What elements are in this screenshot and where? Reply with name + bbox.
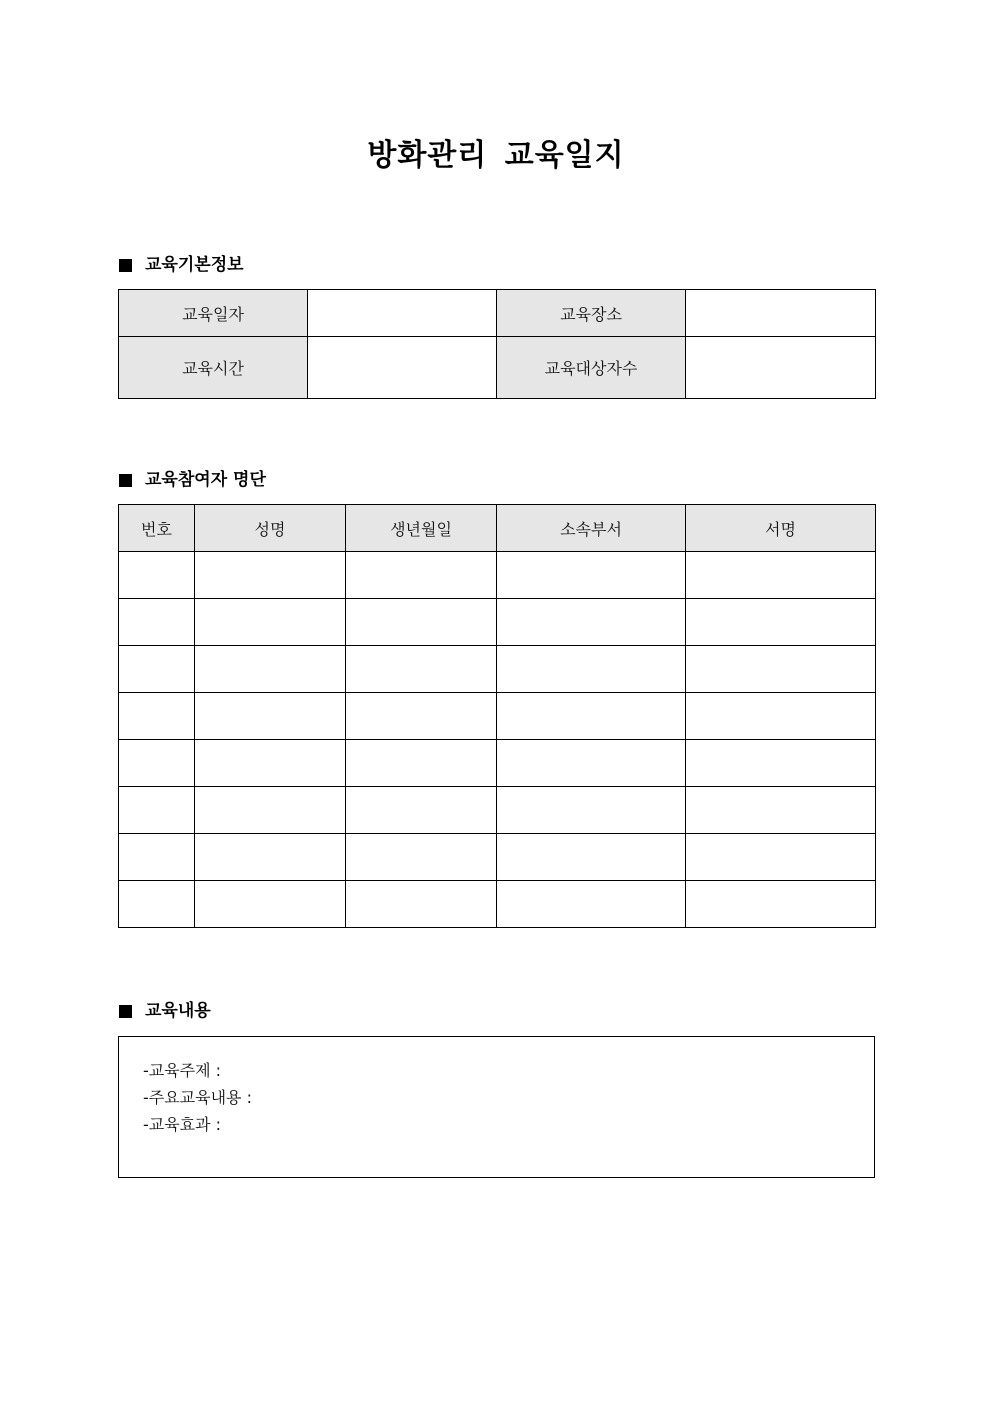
education-date-label: 교육일자 [119,290,308,337]
education-effect-line: -교육효과 : [143,1115,222,1134]
column-header-department: 소속부서 [497,505,686,552]
name-cell[interactable] [195,740,346,787]
basic-info-table [118,289,876,399]
table-row [119,740,876,787]
number-cell[interactable] [119,881,195,928]
department-cell[interactable] [497,646,686,693]
signature-cell[interactable] [686,552,876,599]
number-cell[interactable] [119,787,195,834]
square-bullet-icon [119,474,132,487]
table-row [119,599,876,646]
birthdate-cell[interactable] [346,740,497,787]
main-content-line: -주요교육내용 : [143,1088,252,1107]
education-place-label: 교육장소 [497,290,686,337]
birthdate-cell[interactable] [346,552,497,599]
basic-info-heading [119,253,244,277]
table-row [119,646,876,693]
column-header-birthdate: 생년월일 [346,505,497,552]
birthdate-cell[interactable] [346,787,497,834]
signature-cell[interactable] [686,693,876,740]
education-place-field[interactable] [686,290,876,337]
column-header-number: 번호 [119,505,195,552]
department-cell[interactable] [497,599,686,646]
number-cell[interactable] [119,646,195,693]
number-cell[interactable] [119,552,195,599]
department-cell[interactable] [497,881,686,928]
name-cell[interactable] [195,787,346,834]
education-time-label: 교육시간 [119,337,308,399]
birthdate-cell[interactable] [346,881,497,928]
signature-cell[interactable] [686,834,876,881]
education-topic-line: -교육주제 : [143,1061,222,1080]
signature-cell[interactable] [686,881,876,928]
name-cell[interactable] [195,599,346,646]
column-header-name: 성명 [195,505,346,552]
department-cell[interactable] [497,693,686,740]
signature-cell[interactable] [686,599,876,646]
name-cell[interactable] [195,834,346,881]
birthdate-cell[interactable] [346,693,497,740]
birthdate-cell[interactable] [346,599,497,646]
name-cell[interactable] [195,646,346,693]
participants-heading [119,468,266,492]
education-content-box[interactable] [118,1036,875,1178]
table-row [119,693,876,740]
square-bullet-icon [119,259,132,272]
birthdate-cell[interactable] [346,834,497,881]
number-cell[interactable] [119,599,195,646]
table-row [119,787,876,834]
participants-table [118,504,876,928]
signature-cell[interactable] [686,787,876,834]
department-cell[interactable] [497,552,686,599]
content-heading [119,999,211,1023]
square-bullet-icon [119,1005,132,1018]
participants-heading-text: 교육참여자 명단 [145,470,266,490]
basic-info-row [119,290,876,337]
column-header-signature: 서명 [686,505,876,552]
content-heading-text: 교육내용 [145,1001,211,1021]
number-cell[interactable] [119,740,195,787]
number-cell[interactable] [119,693,195,740]
name-cell[interactable] [195,552,346,599]
department-cell[interactable] [497,787,686,834]
participants-header-row [119,505,876,552]
name-cell[interactable] [195,693,346,740]
education-date-field[interactable] [308,290,497,337]
signature-cell[interactable] [686,740,876,787]
table-row [119,552,876,599]
attendee-count-field[interactable] [686,337,876,399]
number-cell[interactable] [119,834,195,881]
name-cell[interactable] [195,881,346,928]
education-time-field[interactable] [308,337,497,399]
department-cell[interactable] [497,834,686,881]
table-row [119,881,876,928]
department-cell[interactable] [497,740,686,787]
basic-info-row [119,337,876,399]
basic-info-heading-text: 교육기본정보 [145,255,244,275]
signature-cell[interactable] [686,646,876,693]
attendee-count-label: 교육대상자수 [497,337,686,399]
page-title: 방화관리 교육일지 [367,138,625,173]
birthdate-cell[interactable] [346,646,497,693]
table-row [119,834,876,881]
